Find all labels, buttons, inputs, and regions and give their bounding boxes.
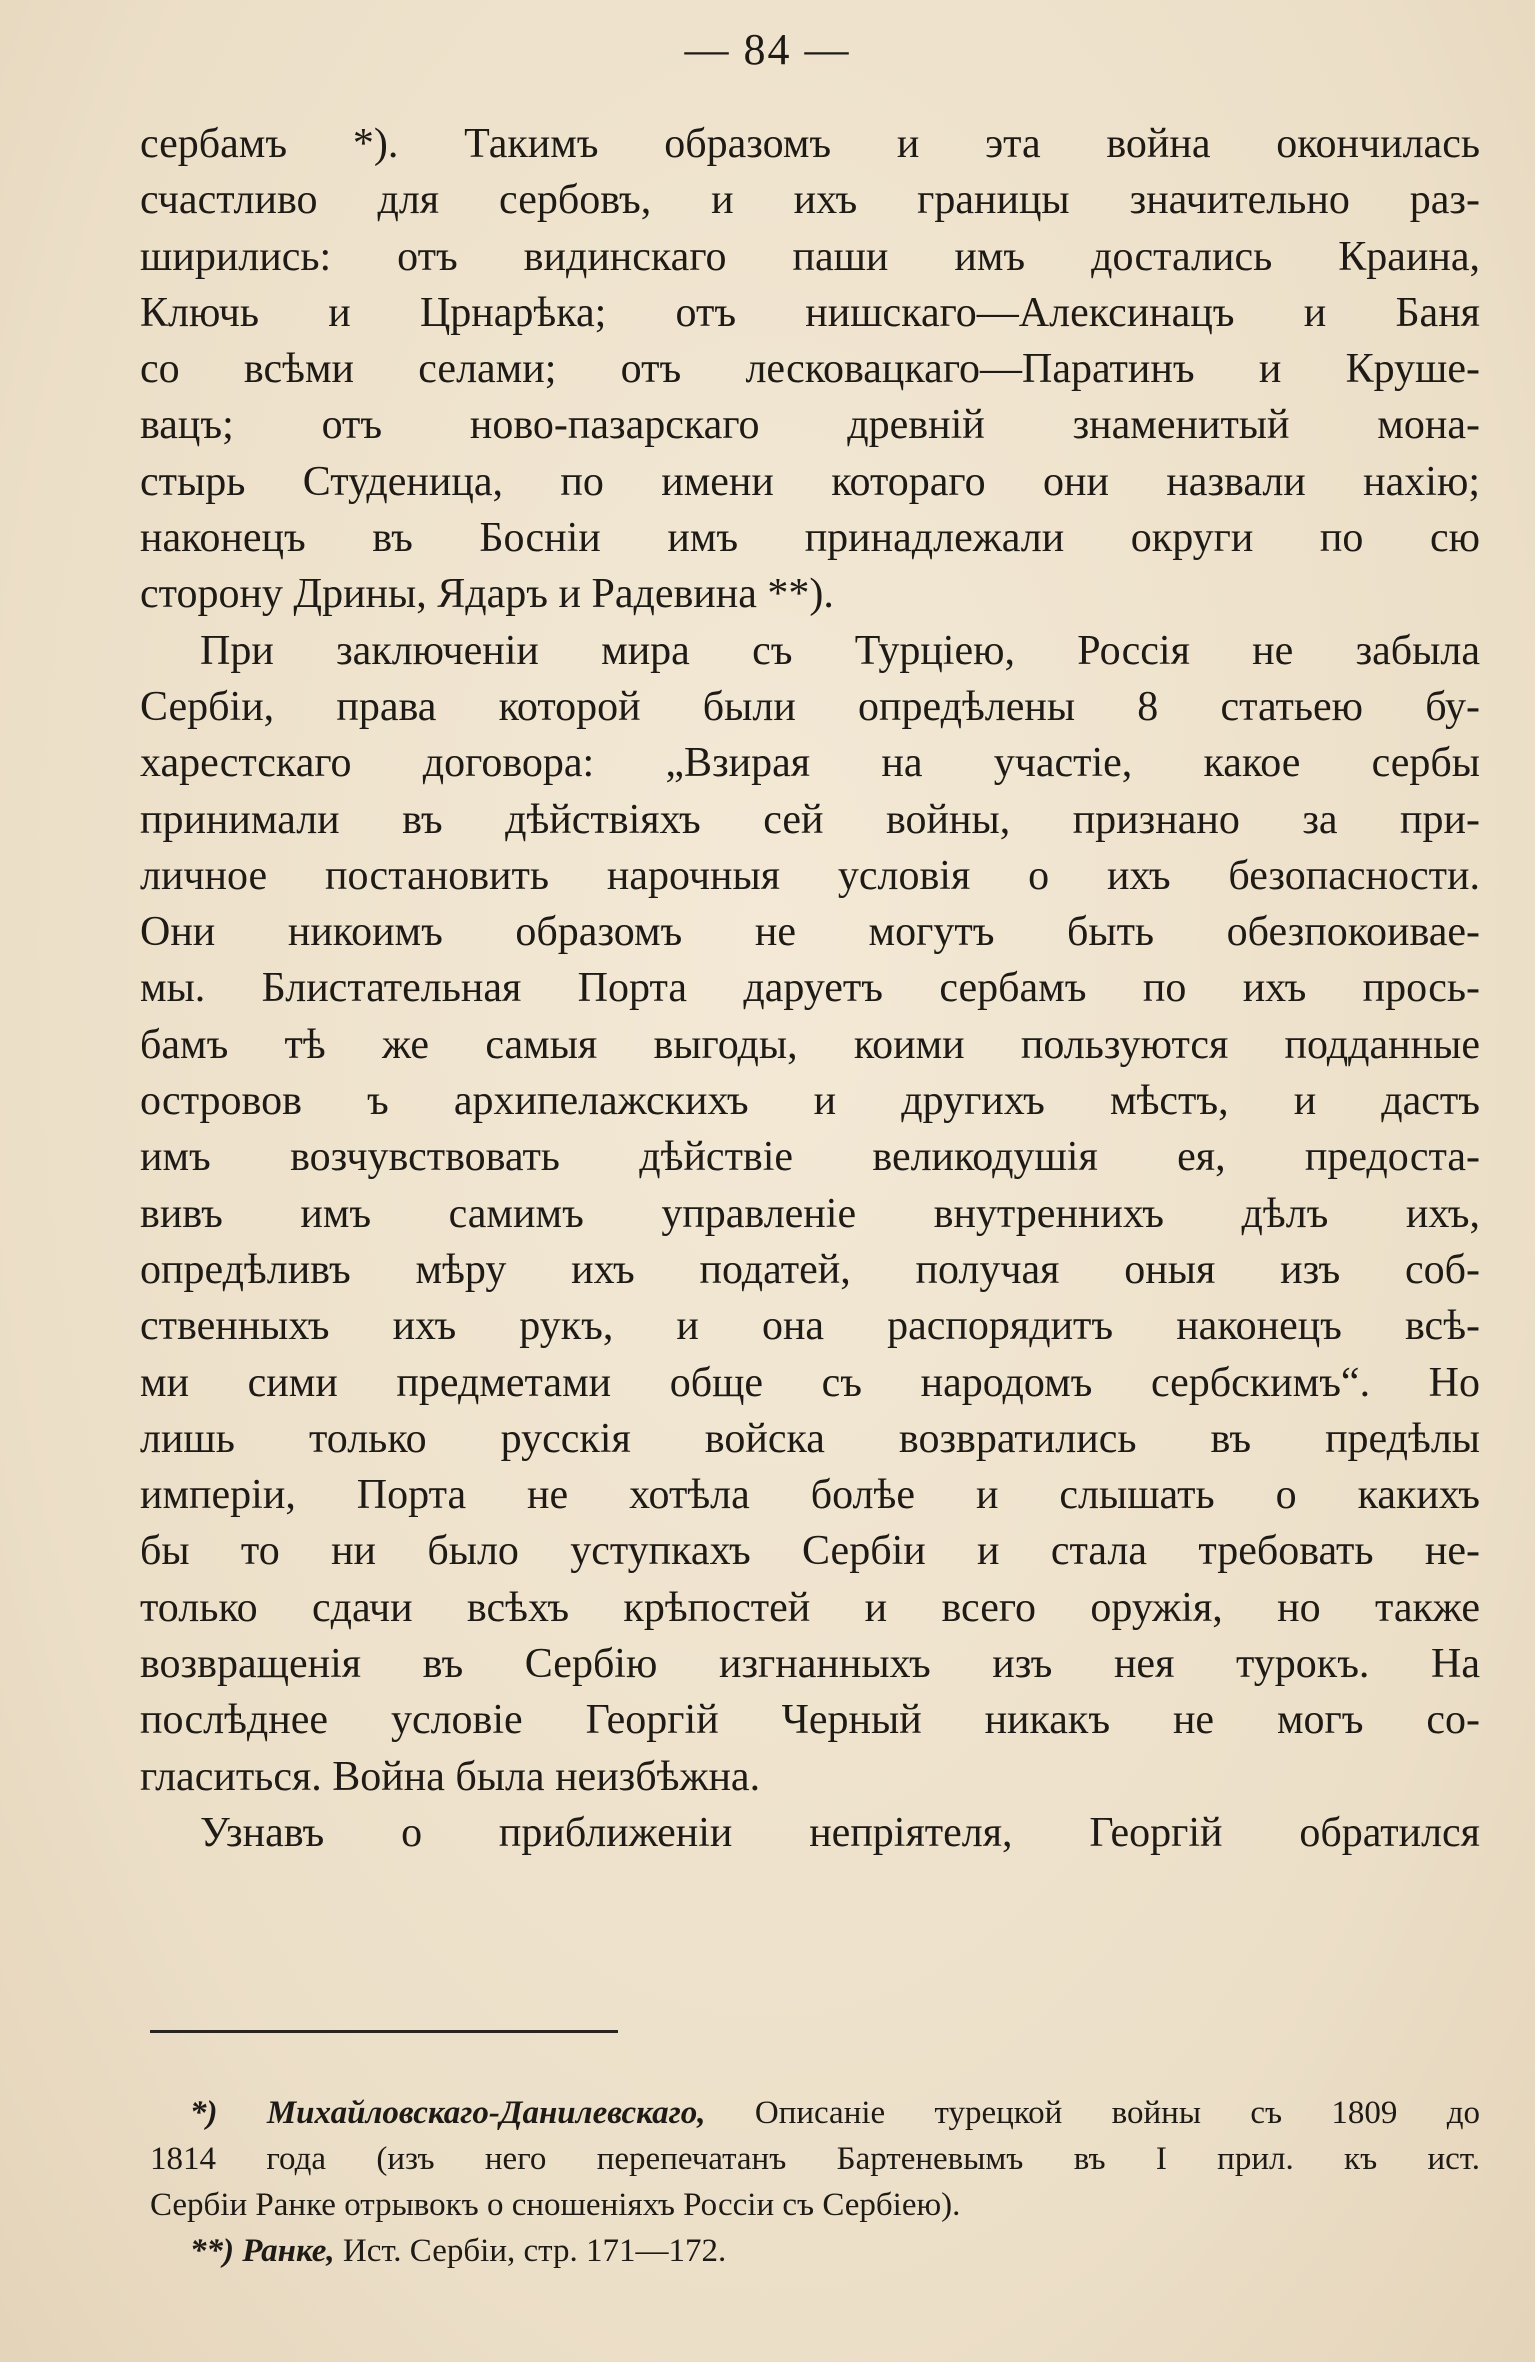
- text-line: ширились: отъ видинскаго паши имъ достались Краина,: [140, 233, 1480, 280]
- text-line: вацъ; отъ ново-пазарскаго древнiй знаменитый мона-: [140, 402, 1480, 449]
- text-line: имперiи, Порта не хотѣла болѣе и слышать о какихъ: [140, 1472, 1480, 1519]
- text-line: Они никоимъ образомъ не могутъ быть обезпокоивае-: [140, 909, 1480, 956]
- footnote-1-line: [150, 2090, 1480, 2136]
- text-line: ми сими предметами обще съ народомъ сербскимъ“. Но: [140, 1359, 1480, 1406]
- text-line: Ключь и Црнарѣка; отъ нишскаго—Алексинацъ и Баня: [140, 289, 1480, 336]
- text-line: опредѣливъ мѣру ихъ податей, получая оныя изъ соб-: [140, 1246, 1480, 1293]
- text-line: стырь Студеница, по имени котораго они назвали нахiю;: [140, 458, 1480, 505]
- text-line: гласиться. Война была неизбѣжна.: [140, 1753, 761, 1800]
- text-line: островов ъ архипелажскихъ и другихъ мѣстъ, и дастъ: [140, 1078, 1480, 1125]
- text-line: лишь только русскiя войска возвратились въ предѣлы: [140, 1415, 1480, 1462]
- text-line: мы. Блистательная Порта даруетъ сербамъ по ихъ прось-: [140, 965, 1480, 1012]
- text-line: сторону Дрины, Ядаръ и Радевина **).: [140, 571, 834, 618]
- text-line: сербамъ *). Такимъ образомъ и эта война окончилась: [140, 121, 1480, 167]
- page-number: — 84 —: [684, 25, 851, 74]
- text-line: бы то ни было уступкахъ Сербiи и стала требовать не-: [140, 1528, 1480, 1575]
- text-line: имъ возчувствовать дѣйствiе великодушiя ея, предоста-: [140, 1134, 1480, 1181]
- footnote-2-line: [150, 2228, 1480, 2274]
- footnotes: [150, 2090, 1480, 2274]
- text-line: ственныхъ ихъ рукъ, и она распорядитъ наконецъ всѣ-: [140, 1303, 1480, 1350]
- footnote-1-text: Описанiе турецкой войны съ 1809 до: [754, 2095, 1481, 2131]
- footnote-2-author: Ранке,: [242, 2233, 335, 2269]
- footnote-1-line: 1814 года (изъ него перепечатанъ Бартеневымъ въ I прил. къ ист.: [150, 2141, 1480, 2177]
- main-text: [140, 116, 1480, 1861]
- text-line: послѣднее условiе Георгiй Черный никакъ не могъ со-: [140, 1697, 1480, 1744]
- text-line: возвращенiя въ Сербiю изгнанныхъ изъ нея турокъ. На: [140, 1641, 1480, 1688]
- text-line: личное постановить нарочныя условiя о ихъ безопасности.: [140, 852, 1480, 899]
- text-line: харестскаго договора: „Взирая на участiе, какое сербы: [140, 740, 1480, 787]
- text-line: вивъ имъ самимъ управленiе внутреннихъ дѣлъ ихъ,: [140, 1190, 1480, 1237]
- footnote-2-marker: **): [190, 2233, 234, 2269]
- text-line: счастливо для сербовъ, и ихъ границы значительно раз-: [140, 177, 1480, 224]
- footnote-separator: [150, 2030, 618, 2033]
- footnote-1-marker: *): [190, 2095, 218, 2131]
- text-line: Сербiи, права которой были опредѣлены 8 статьею бу-: [140, 683, 1480, 730]
- text-line: При заключенiи мира съ Турцiею, Россiя не забыла: [200, 627, 1480, 674]
- footnote-1-author: Михайловскаго-Данилевскаго,: [266, 2095, 706, 2131]
- text-line: только сдачи всѣхъ крѣпостей и всего оружiя, но также: [140, 1584, 1480, 1631]
- text-line: принимали въ дѣйствiяхъ сей войны, признано за при-: [140, 796, 1480, 843]
- footnote-2-text: Ист. Сербiи, стр. 171—172.: [342, 2233, 727, 2269]
- text-line: Узнавъ о приближенiи непрiятеля, Георгiй обратился: [200, 1809, 1480, 1856]
- text-line: со всѣми селами; отъ лесковацкаго—Паратинъ и Круше-: [140, 346, 1480, 393]
- text-line: наконецъ въ Боснiи имъ принадлежали округи по сю: [140, 515, 1480, 562]
- footnote-1-line: Сербiи Ранке отрывокъ о сношенiяхъ Россiи съ Сербiею).: [150, 2187, 961, 2223]
- text-line: бамъ тѣ же самыя выгоды, коими пользуются подданные: [140, 1021, 1480, 1068]
